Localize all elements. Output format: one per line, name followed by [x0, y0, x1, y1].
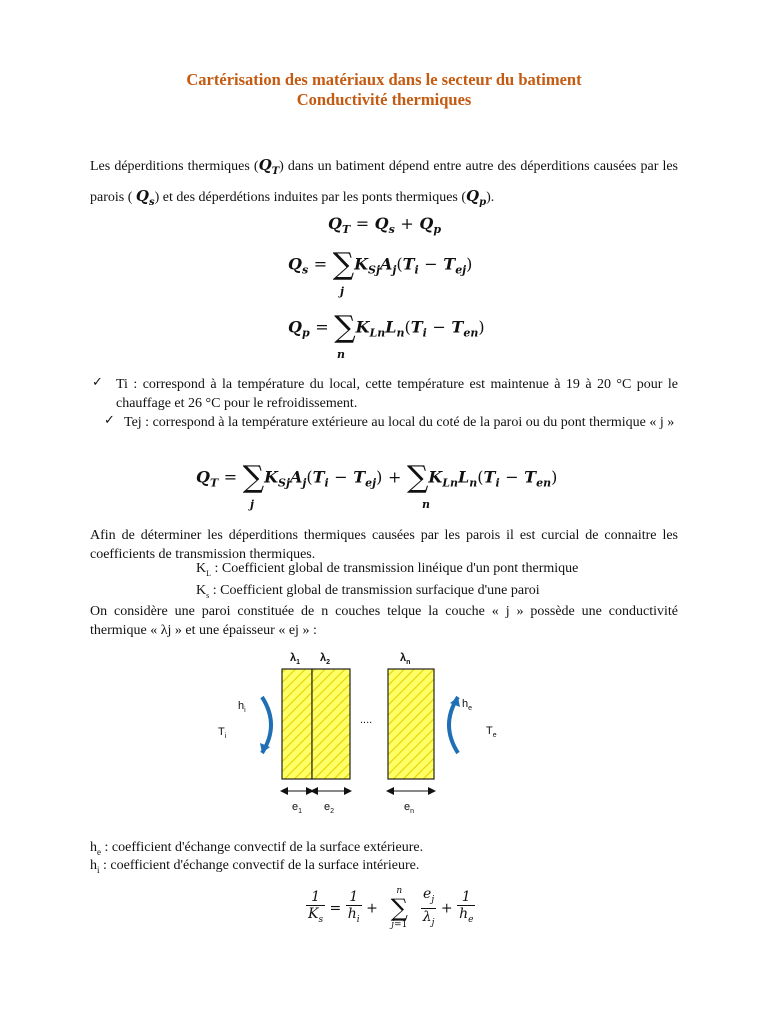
intro-text-4: ). — [486, 190, 495, 205]
qs-sub: s — [148, 197, 155, 208]
equation-ks: $\frac{1}{K_s}$ = $\frac{1}{h_i}$ + n ∑ j=1 $\frac{e_j}{\lambda_j}$ + $\frac{1}{h_e}$ — [308, 886, 474, 931]
wall-paragraph: On considère une paroi constituée de n couches telque la couche « j » possède une conductivité thermique « λj » et une épaisseur « ej » : — [90, 604, 678, 638]
bullet-ti: Ti : correspond à la température du local, cette température est maintenue à 19 à 20 °C pour le chauffage et 26 °C pour le refroidissement. — [116, 377, 678, 411]
intro-text-1: Les déperditions thermiques ( — [90, 159, 259, 174]
kl-symbol: K — [196, 561, 207, 576]
ellipsis: .... — [360, 714, 373, 726]
lambda-1-label: $\lambda_1$ — [290, 652, 301, 667]
hi-label: $h_i$ — [238, 700, 246, 715]
e1-label: $e_1$ — [292, 801, 303, 816]
te-label: $T_e$ — [486, 725, 497, 740]
page-subtitle: Conductivité thermiques — [296, 90, 472, 109]
qp-sub: p — [479, 197, 487, 208]
kl-text: : Coefficient global de transmission linéique d'un pont thermique — [211, 561, 579, 576]
intro-text-3: ) et des déperdétions induites par les ponts thermiques ( — [154, 190, 467, 205]
he-label: $h_e$ — [462, 698, 473, 713]
page-title: Cartérisation des matériaux dans le secteur du batiment — [186, 70, 582, 89]
wall-diagram — [200, 645, 530, 825]
equation-qt-full: $Q_T = \sum K_{Sj}A_j(T_i - T_{ej}) + \sum K_{Ln}L_n(T_i - T_{en})$ — [196, 460, 558, 495]
kl-definition — [196, 559, 578, 583]
equation-qs: $Q_s = \sum K_{Sj}A_j(T_i - T_{ej})$ — [288, 247, 473, 282]
bullet-tej: Tej : correspond à la température extérieure au local du coté de la paroi ou du pont thermique « j » — [124, 415, 675, 430]
sum-index-j: j — [340, 285, 344, 298]
check-icon: ✓ — [104, 413, 115, 428]
ks-symbol: K — [196, 583, 207, 598]
qt-symbol: Q — [258, 156, 272, 174]
ks-sub: s — [206, 590, 210, 600]
layer-n — [388, 669, 434, 779]
lambda-2-label: $\lambda_2$ — [320, 652, 331, 667]
check-icon: ✓ — [92, 375, 103, 390]
ks-text: : Coefficient global de transmission surfacique d'une paroi — [209, 583, 540, 598]
e2-label: $e_2$ — [324, 801, 335, 816]
hi-definition: $h_i$ : coefficient d'échange convectif de la surface intérieure. — [90, 858, 420, 875]
ti-label: $T_i$ — [218, 726, 227, 741]
intro-paragraph: Les déperditions thermiques $(Q_T)$ dans un batiment dépend entre autre des déperditions causées par les parois ( $Q_s$) et des déperdétions induites par les ponts thermiques $(Q_p)$. — [90, 156, 679, 208]
lambda-n-label: $\lambda_n$ — [400, 652, 411, 667]
sum-index-j: j — [250, 498, 254, 511]
kl-sub: L — [206, 568, 212, 578]
he-definition: $h_e$ : coefficient d'échange convectif de la surface extérieure. — [90, 840, 424, 857]
sum-index-n: n — [422, 498, 430, 511]
intro-text-2: ) dans un batiment dépend entre autre des déperditions causées par les parois ( — [90, 159, 679, 205]
equation-qp: $Q_p = \sum K_{Ln}L_n(T_i - T_{en})$ — [288, 310, 485, 345]
layer-2 — [312, 669, 350, 779]
sum-index-n: n — [337, 348, 345, 361]
coef-paragraph: Afin de déterminer les déperditions thermiques causées par les parois il est curcial de connaitre les coefficients de transmission thermiques. — [90, 528, 678, 562]
en-label: $e_n$ — [404, 801, 415, 816]
qt-sub: T — [271, 166, 280, 177]
equation-qt: $Q_T = Q_s + Q_p$ — [328, 214, 442, 236]
layer-1 — [282, 669, 312, 779]
